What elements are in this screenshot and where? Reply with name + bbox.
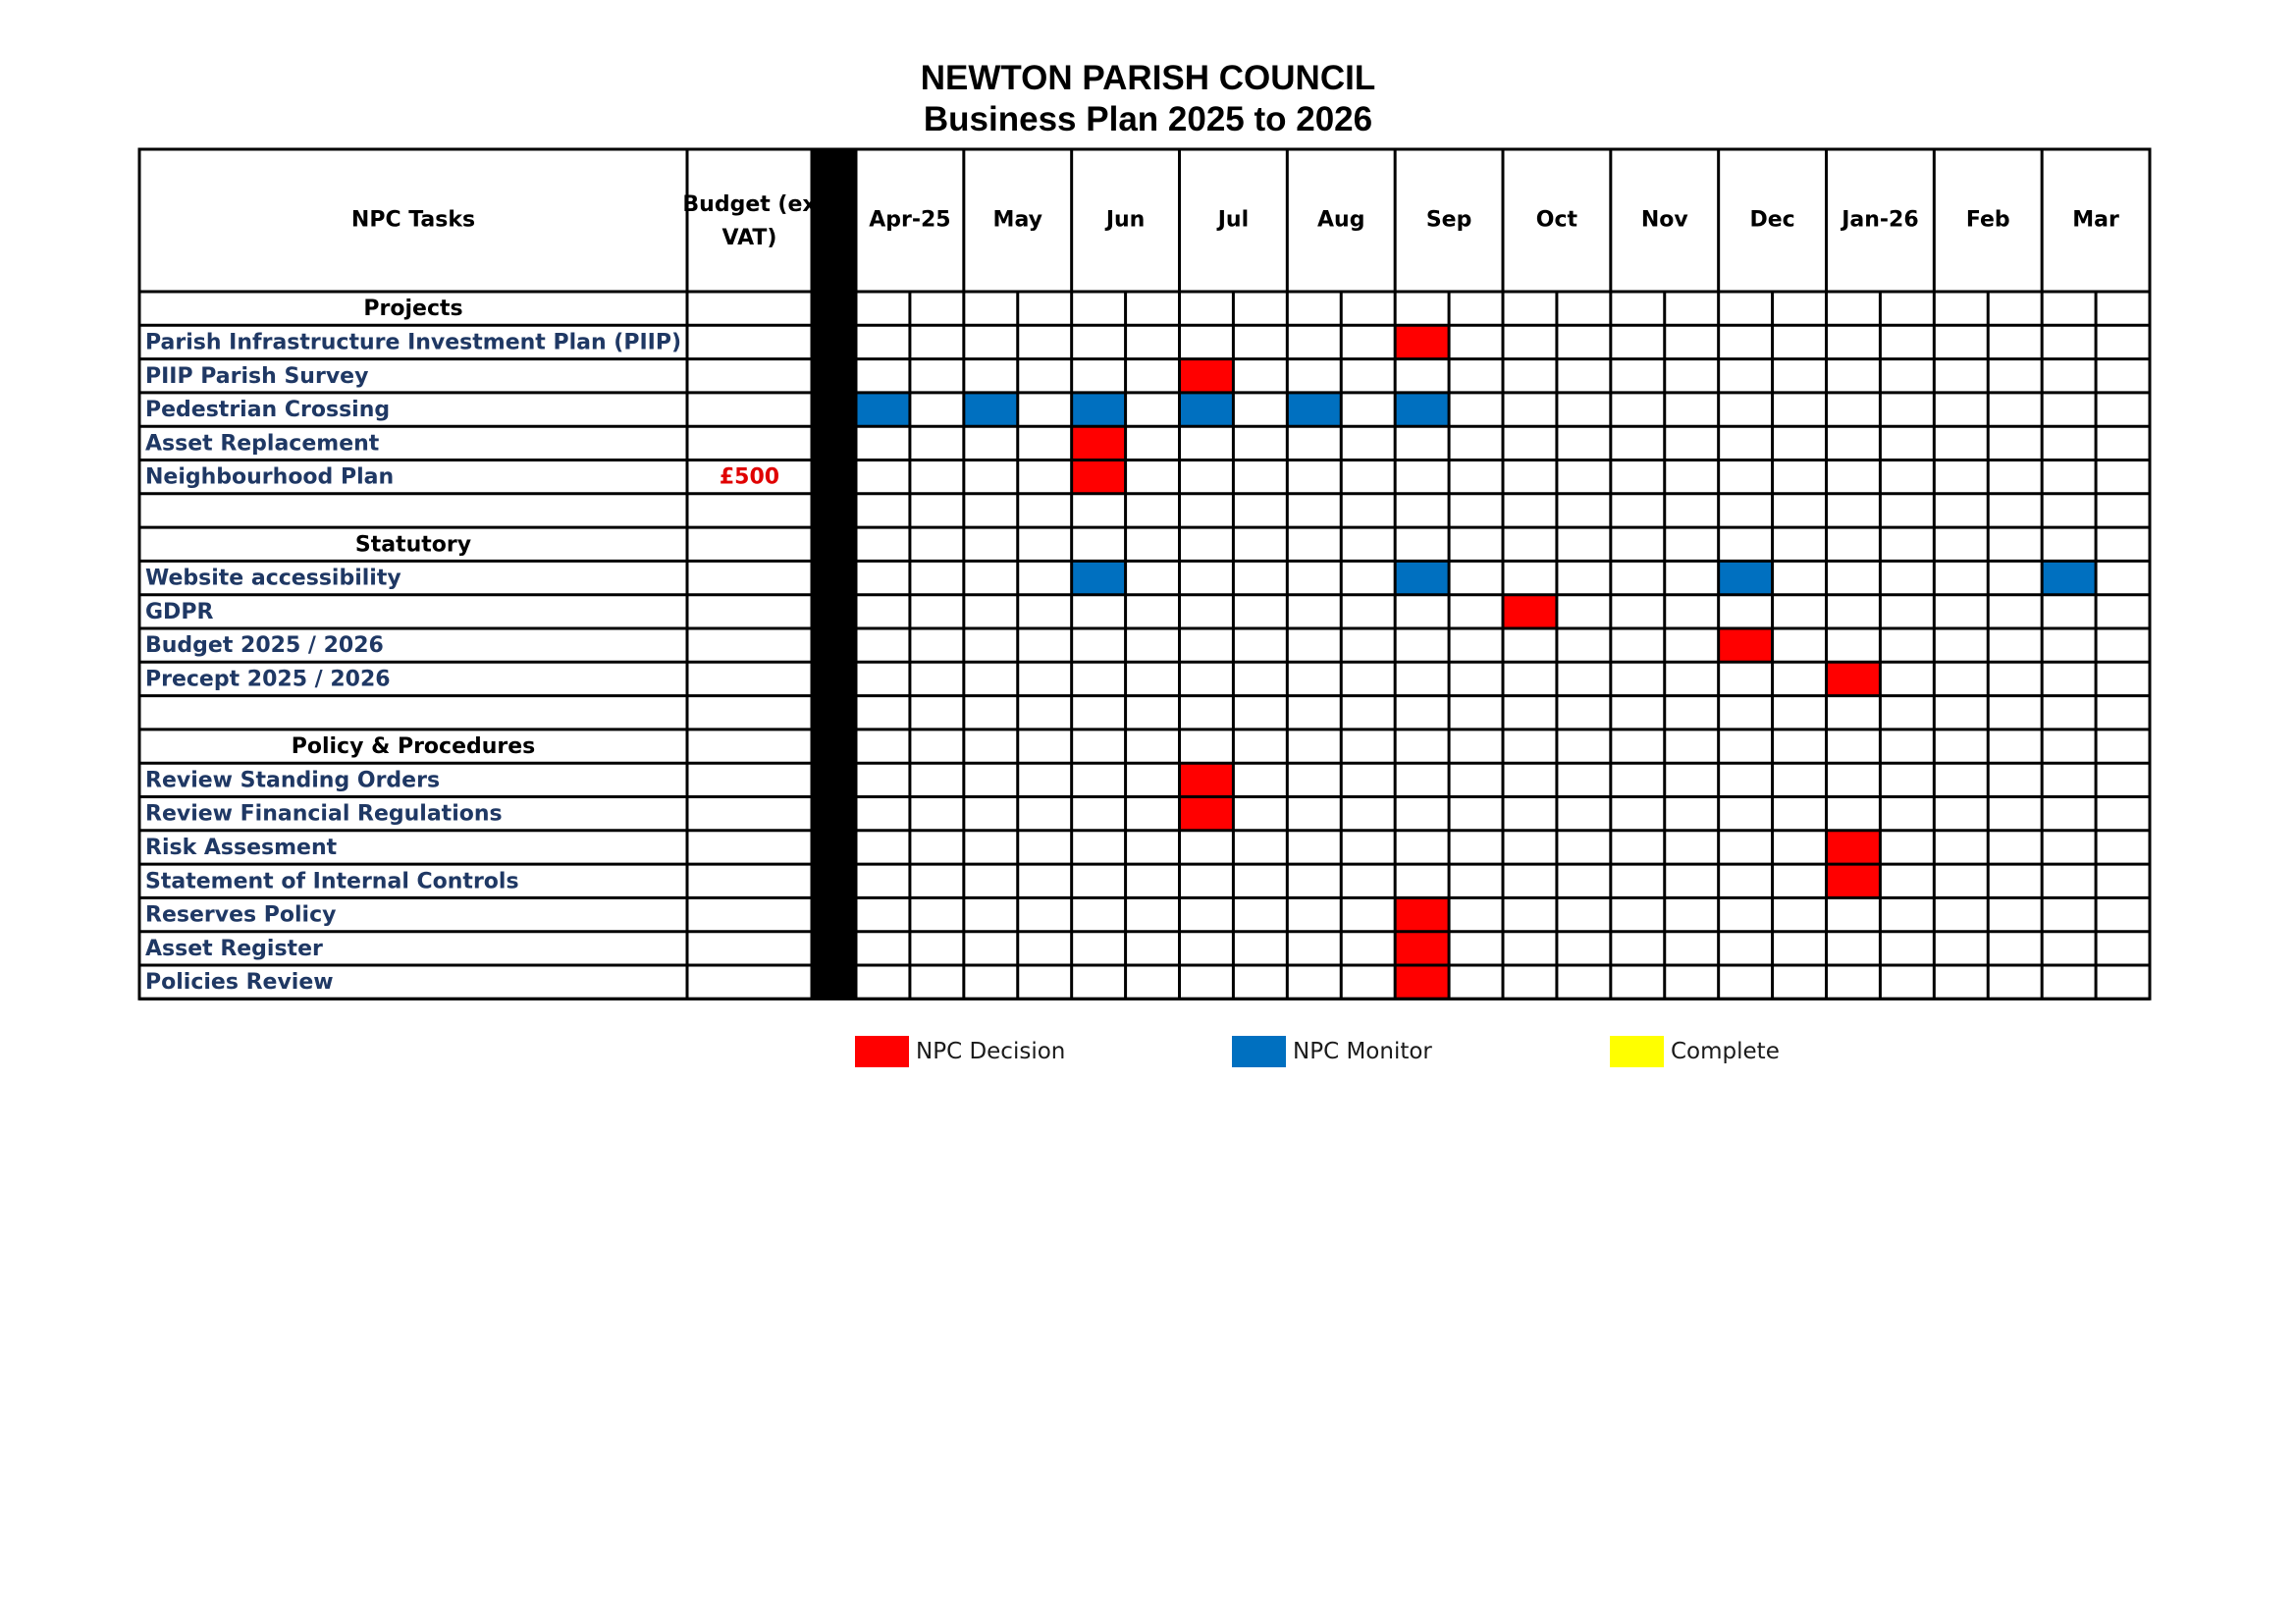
section-label: Projects: [363, 297, 463, 322]
status-cell-monitor: [1287, 393, 1341, 426]
legend-monitor-swatch: [1232, 1036, 1286, 1067]
status-cell-decision: [1395, 965, 1449, 999]
status-cell-monitor: [964, 393, 1018, 426]
status-cell-monitor: [1719, 561, 1773, 594]
month-label: Oct: [1535, 207, 1578, 233]
month-label: Jun: [1105, 207, 1146, 233]
budget-value: £500: [719, 464, 780, 490]
header-tasks: NPC Tasks: [350, 207, 476, 233]
status-cell-decision: [1072, 460, 1126, 494]
status-cell-monitor: [1180, 393, 1234, 426]
month-label: Dec: [1749, 207, 1795, 233]
status-cell-monitor: [1395, 561, 1449, 594]
status-cell-decision: [1180, 359, 1234, 393]
task-label: Asset Replacement: [145, 431, 380, 457]
month-label: Sep: [1425, 207, 1472, 233]
status-cell-decision: [1827, 864, 1881, 897]
legend-complete-swatch: [1610, 1036, 1664, 1067]
header-budget-line2: VAT): [721, 226, 777, 250]
status-cell-decision: [1395, 325, 1449, 358]
task-label: Parish Infrastructure Investment Plan (PIIP): [145, 330, 682, 355]
status-cell-decision: [1395, 897, 1449, 931]
legend-decision-label: NPC Decision: [916, 1039, 1066, 1064]
task-label: Website accessibility: [145, 566, 401, 591]
month-label: Apr-25: [869, 207, 951, 233]
document-title: NEWTON PARISH COUNCIL: [920, 59, 1376, 97]
month-label: Nov: [1640, 207, 1688, 233]
task-label: Review Standing Orders: [145, 768, 441, 793]
status-cell-decision: [1503, 595, 1557, 628]
legend-monitor-label: NPC Monitor: [1293, 1039, 1432, 1064]
status-cell-decision: [1180, 763, 1234, 796]
status-cell-monitor: [2042, 561, 2096, 594]
task-label: Statement of Internal Controls: [145, 869, 519, 894]
header-budget-line1: Budget (ex: [682, 192, 817, 217]
status-cell-monitor: [1072, 393, 1126, 426]
task-label: Policies Review: [145, 970, 334, 996]
task-label: GDPR: [145, 599, 214, 624]
status-cell-decision: [1395, 932, 1449, 965]
task-label: Review Financial Regulations: [145, 801, 503, 827]
legend-decision-swatch: [855, 1036, 909, 1067]
month-label: Jul: [1217, 207, 1250, 233]
task-label: Budget 2025 / 2026: [145, 633, 384, 659]
task-label: PIIP Parish Survey: [145, 363, 369, 389]
separator-bar: [812, 149, 856, 999]
task-label: Asset Register: [145, 936, 323, 961]
month-label: Mar: [2072, 207, 2119, 233]
task-label: Precept 2025 / 2026: [145, 667, 391, 692]
section-label: Policy & Procedures: [291, 734, 536, 760]
status-cell-decision: [1827, 831, 1881, 864]
task-label: Pedestrian Crossing: [145, 398, 391, 423]
month-label: Jan-26: [1842, 207, 1919, 233]
document-subtitle: Business Plan 2025 to 2026: [923, 100, 1373, 138]
legend-complete-label: Complete: [1671, 1039, 1780, 1064]
status-cell-decision: [1072, 426, 1126, 460]
task-label: Risk Assesment: [145, 835, 338, 860]
status-cell-monitor: [856, 393, 910, 426]
month-label: Feb: [1965, 207, 2010, 233]
month-label: Aug: [1317, 207, 1365, 233]
section-label: Statutory: [354, 532, 472, 558]
status-cell-decision: [1827, 662, 1881, 695]
task-label: Neighbourhood Plan: [145, 464, 395, 490]
status-cell-decision: [1180, 797, 1234, 831]
status-cell-decision: [1719, 628, 1773, 662]
month-label: May: [992, 207, 1042, 233]
status-cell-monitor: [1072, 561, 1126, 594]
status-cell-monitor: [1395, 393, 1449, 426]
task-label: Reserves Policy: [145, 902, 337, 928]
